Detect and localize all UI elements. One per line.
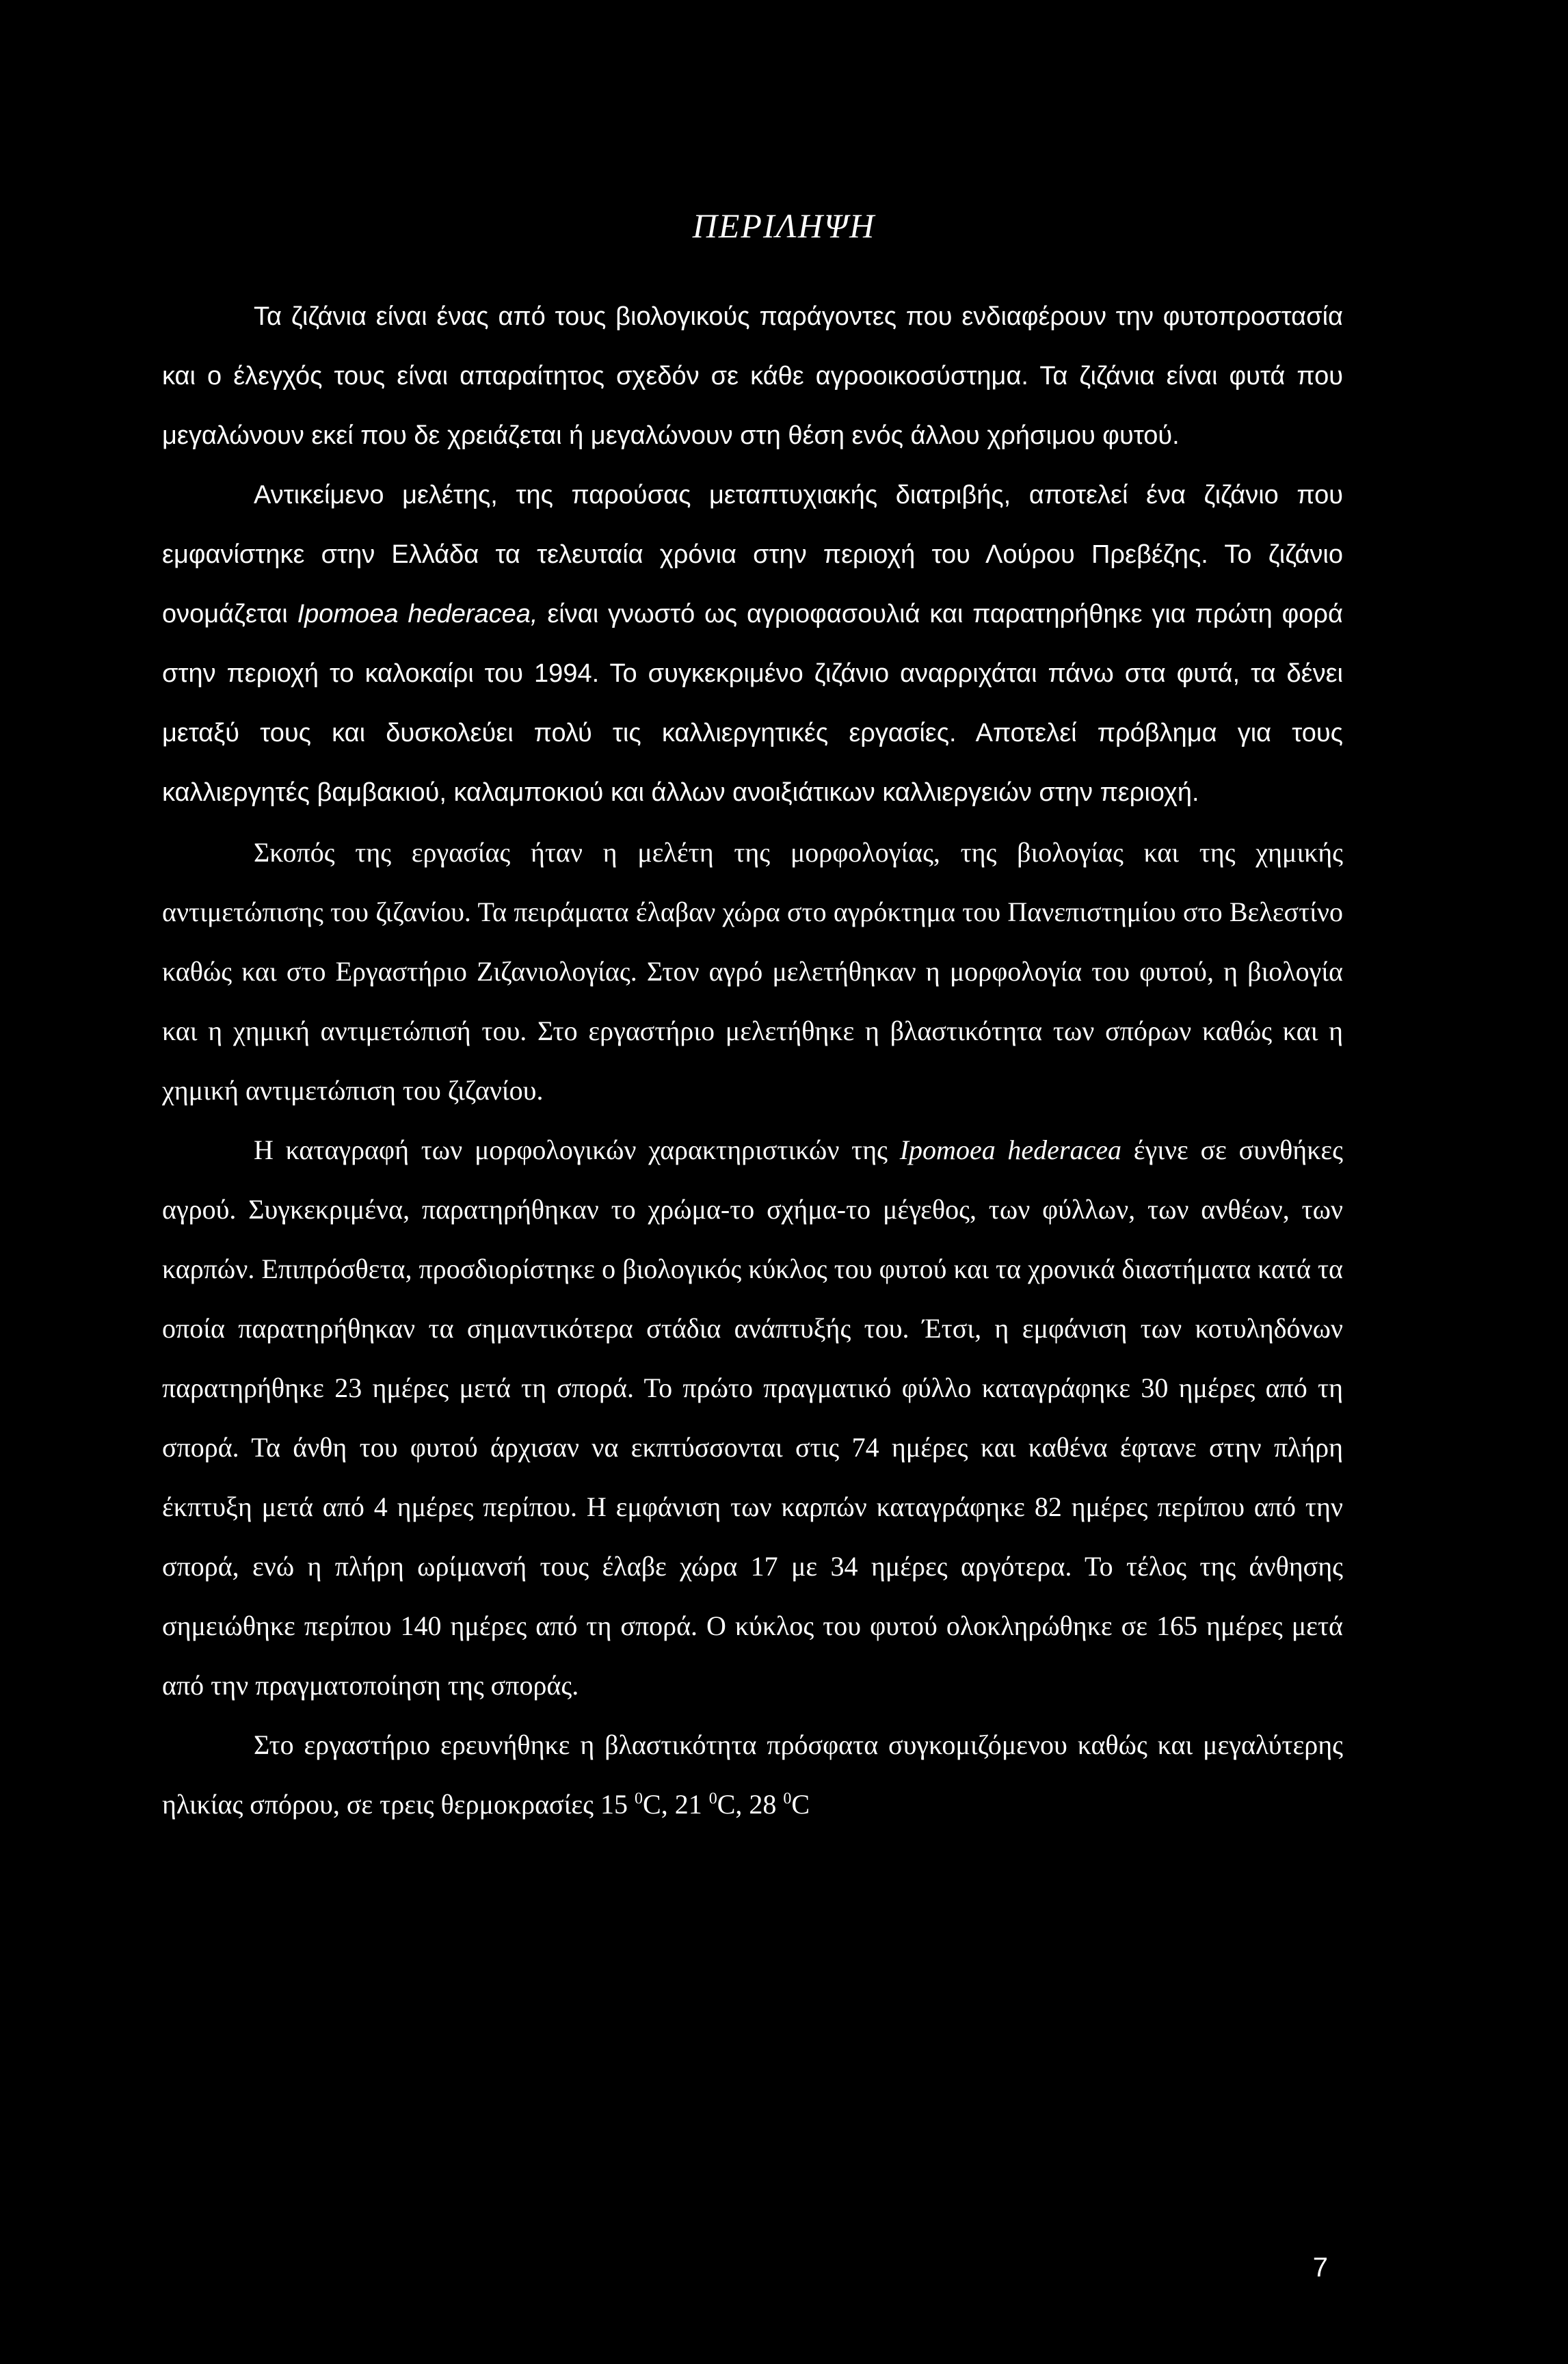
paragraph-3: Σκοπός της εργασίας ήταν η μελέτη της μορφολογίας, της βιολογίας και της χημικής αντιμετώπισης του ζιζανίου. Τα πειράματα έλαβαν χώρα στο αγρόκτημα του Πανεπιστημίου στο Βελεστίνο καθώς και στο Εργαστήριο Ζιζανιολογίας. Στον αγρό μελετήθηκαν η μορφολογία του φυτού, η βιολογία και η χημική αντιμετώπισή του. Στο εργαστήριο μελετήθηκε η βλαστικότητα των σπόρων καθώς και η χημική αντιμετώπιση του ζιζανίου. bbox=[162, 837, 1343, 1106]
paragraph-2 bbox=[162, 466, 1343, 823]
paragraph-5 bbox=[162, 1715, 1343, 1834]
paragraph-4-text-b: έγινε σε συνθήκες αγρού. Συγκεκριμένα, παρατηρήθηκαν το χρώμα-το σχήμα-το μέγεθος, των φύλλων, των ανθέων, των καρπών. Επιπρόσθετα, προσδιορίστηκε ο βιολογικός κύκλος του φυτού και τα χρονικά διαστήματα κατά τα οποία παρατηρήθηκαν τα σημαντικότερα στάδια ανάπτυξής του. Έτσι, η εμφάνιση των κοτυληδόνων παρατηρήθηκε 23 ημέρες μετά τη σπορά. Το πρώτο πραγματικό φύλλο καταγράφηκε 30 ημέρες από τη σπορά. Τα άνθη του φυτού άρχισαν να εκπτύσσονται στις 74 ημέρες και καθένα έφτανε στην πλήρη έκπτυξη μετά από 4 ημέρες περίπου. Η εμφάνιση των καρπών καταγράφηκε 82 ημέρες περίπου από την σπορά, ενώ η πλήρη ωρίμανσή τους έλαβε χώρα 17 με 34 ημέρες αργότερα. Το τέλος της άνθησης σημειώθηκε περίπου 140 ημέρες από τη σπορά. Ο κύκλος του φυτού ολοκληρώθηκε σε 165 ημέρες μετά από την πραγματοποίηση της σποράς. bbox=[162, 1134, 1343, 1701]
paragraph-2-text-a: Αντικείμενο μελέτης, της παρούσας μεταπτυχιακής διατριβής, αποτελεί ένα ζιζάνιο που εμφανίστηκε στην Ελλάδα τα τελευταία χρόνια στην περιοχή του Λούρου Πρεβέζης. Το ζιζάνιο ονομάζεται bbox=[162, 481, 1343, 628]
paragraph-5-text-d: C bbox=[791, 1789, 810, 1820]
paragraph-5-text-a: Στο εργαστήριο ερευνήθηκε η βλαστικότητα πρόσφατα συγκομιζόμενου καθώς και μεγαλύτερης ηλικίας σπόρου, σε τρεις θερμοκρασίες 15 bbox=[162, 1729, 1343, 1820]
paragraph-5-text-b: C, 21 bbox=[643, 1789, 709, 1820]
abstract-body bbox=[162, 287, 1343, 1834]
species-name: Ipomoea hederacea bbox=[899, 1134, 1122, 1165]
paragraph-4 bbox=[162, 1120, 1343, 1715]
paragraph-2-text-b: είναι γνωστό ως αγριοφασουλιά και παρατηρήθηκε για πρώτη φορά στην περιοχή το καλοκαίρι του 1994. Το συγκεκριμένο ζιζάνιο αναρριχάται πάνω στα φυτά, τα δένει μεταξύ τους και δυσκολεύει πολύ τις καλλιεργητικές εργασίες. Αποτελεί πρόβλημα για τους καλλιεργητές βαμβακιού, καλαμποκιού και άλλων ανοιξιάτικων καλλιεργειών στην περιοχή. bbox=[162, 600, 1343, 807]
page-number: 7 bbox=[1312, 2253, 1328, 2283]
paragraph-4-text-a: Η καταγραφή των μορφολογικών χαρακτηριστικών της bbox=[254, 1134, 900, 1165]
degree-superscript: 0 bbox=[708, 1790, 717, 1808]
species-name: Ipomoea hederacea, bbox=[297, 600, 538, 628]
paragraph-5-text-c: C, 28 bbox=[717, 1789, 784, 1820]
degree-superscript: 0 bbox=[635, 1790, 643, 1808]
degree-superscript: 0 bbox=[783, 1790, 792, 1808]
paragraph-1: Τα ζιζάνια είναι ένας από τους βιολογικούς παράγοντες που ενδιαφέρουν την φυτοπροστασία και ο έλεγχός τους είναι απαραίτητος σχεδόν σε κάθε αγροοικοσύστημα. Τα ζιζάνια είναι φυτά που μεγαλώνουν εκεί που δε χρειάζεται ή μεγαλώνουν στη θέση ενός άλλου χρήσιμου φυτού. bbox=[162, 302, 1343, 450]
page-title: ΠΕΡΙΛΗΨΗ bbox=[692, 207, 876, 245]
